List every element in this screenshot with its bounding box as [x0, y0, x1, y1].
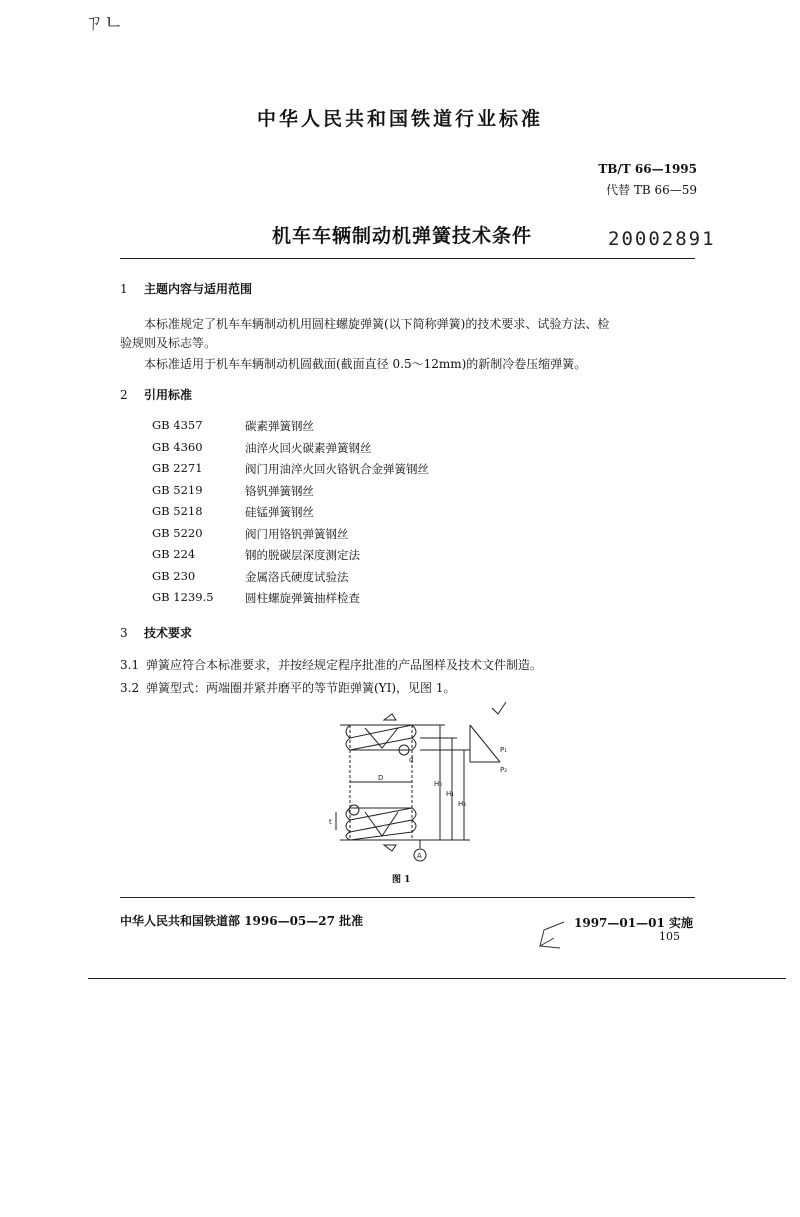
figure-caption: 图 1 [392, 875, 411, 885]
clause-3-1-text: 弹簧应符合本标准要求，并按经规定程序批准的产品图样及技术文件制造。 [146, 658, 543, 672]
ref-code: GB 5218 [152, 504, 203, 518]
clause-3-2-text: 弹簧型式：两端圈并紧并磨平的等节距弹簧(YI)，见图 1。 [146, 681, 456, 695]
handwritten-tick [536, 916, 576, 952]
label-p1: P₁ [500, 746, 508, 754]
handwritten-mark: ㄗㄴ [84, 10, 124, 34]
section-1-para1-line1: 本标准规定了机车车辆制动机用圆柱螺旋弹簧(以下简称弹簧)的技术要求、试验方法、检 [144, 317, 610, 331]
section-1-para1-line2: 验规则及标志等。 [120, 336, 217, 350]
label-datum: A [417, 852, 422, 860]
page-bottom-rule [88, 978, 786, 979]
section-3-title: 技术要求 [144, 626, 193, 640]
ref-code: GB 4357 [152, 418, 203, 432]
ref-name: 阀门用铬钒弹簧钢丝 [245, 527, 349, 541]
ref-name: 钢的脱碳层深度测定法 [245, 548, 360, 562]
document-title: 机车车辆制动机弹簧技术条件 [272, 225, 533, 247]
replaces-standard: 代替 TB 66—59 [606, 183, 697, 197]
ref-name: 油淬火回火碳素弹簧钢丝 [245, 441, 372, 455]
page-number: 105 [659, 930, 680, 943]
section-1-heading [120, 280, 252, 297]
ref-name: 圆柱螺旋弹簧抽样检查 [245, 591, 360, 605]
ref-code: GB 230 [152, 569, 196, 583]
label-D: D [378, 774, 384, 782]
label-H0: H₀ [434, 780, 443, 788]
ref-code: GB 224 [152, 547, 196, 561]
section-2-number: 2 [120, 388, 128, 402]
label-H1: H₁ [446, 790, 455, 798]
label-d: d [409, 756, 414, 764]
section-2-heading [120, 386, 192, 403]
ref-code: GB 2271 [152, 461, 203, 475]
ref-name: 阀门用油淬火回火铬钒合金弹簧钢丝 [245, 462, 429, 476]
ref-name: 金属洛氏硬度试验法 [245, 570, 349, 584]
approval-date: 中华人民共和国铁道部 1996—05—27 批准 [120, 914, 364, 928]
section-3-number: 3 [120, 626, 128, 640]
section-3-heading [120, 624, 192, 641]
clause-3-1 [120, 655, 542, 675]
clause-3-2 [120, 678, 455, 698]
label-t: t [329, 818, 332, 826]
ref-code: GB 1239.5 [152, 590, 214, 604]
effective-date: 1997—01—01 实施 [574, 916, 693, 930]
ref-name: 硅锰弹簧钢丝 [245, 505, 314, 519]
ref-code: GB 5220 [152, 526, 203, 540]
section-1-number: 1 [120, 282, 128, 296]
label-H2: H₂ [458, 800, 467, 808]
ref-name: 碳素弹簧钢丝 [245, 419, 314, 433]
clause-3-2-number: 3.2 [120, 681, 140, 695]
ref-name: 铬钒弹簧钢丝 [245, 484, 314, 498]
label-p2: P₂ [500, 766, 508, 774]
section-1-para2: 本标准适用于机车车辆制动机圆截面(截面直径 0.5～12mm)的新制冷卷压缩弹簧。 [144, 357, 587, 371]
section-1-title: 主题内容与适用范围 [144, 282, 253, 296]
clause-3-1-number: 3.1 [120, 658, 140, 672]
footer-divider [120, 897, 695, 898]
title-divider [120, 258, 695, 259]
header-title: 中华人民共和国铁道行业标准 [256, 108, 543, 130]
section-2-title: 引用标准 [144, 388, 193, 402]
document-code: 20002891 [608, 228, 716, 250]
standard-number: TB/T 66—1995 [598, 162, 697, 176]
spring-diagram [320, 700, 520, 870]
ref-code: GB 5219 [152, 483, 203, 497]
ref-code: GB 4360 [152, 440, 203, 454]
